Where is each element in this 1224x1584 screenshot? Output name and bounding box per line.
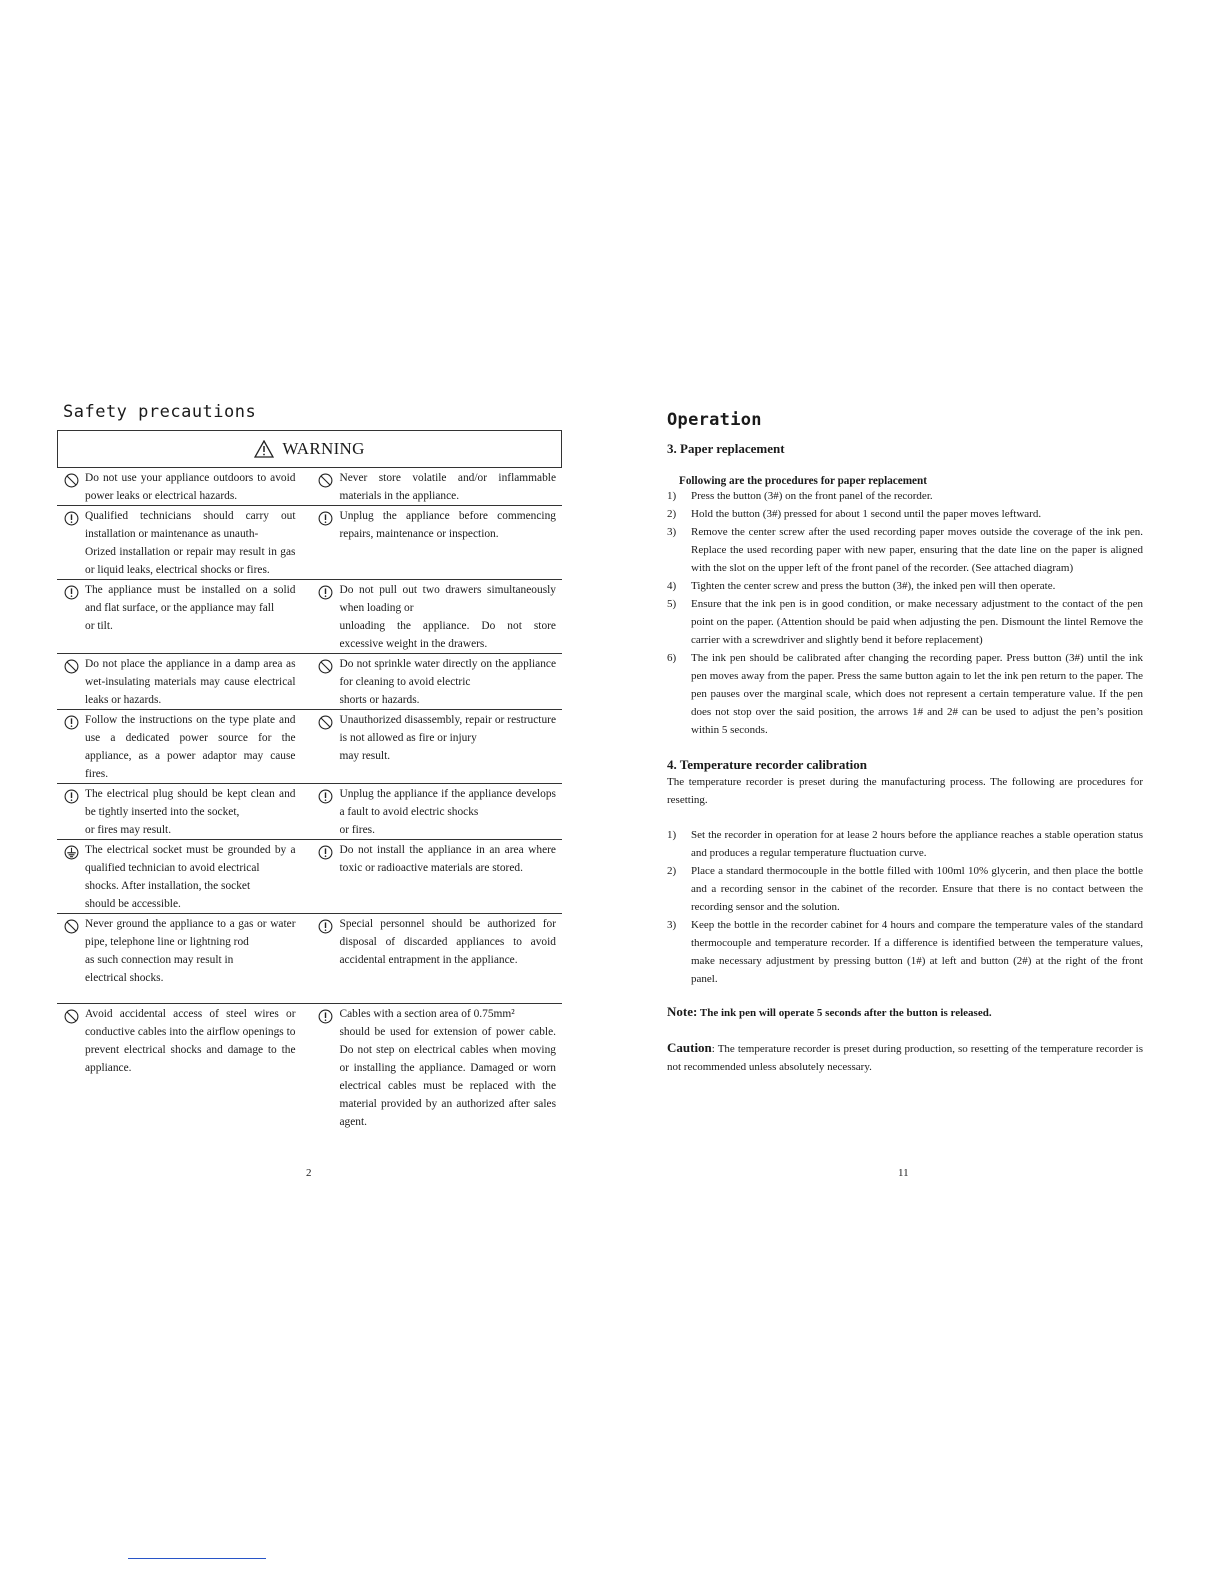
warning-text: The appliance must be installed on a solid and flat surface, or the appliance may fall or tilt. bbox=[85, 584, 296, 632]
warning-text: Do not pull out two drawers simultaneously when loading or unloading the appliance. Do not store excessive weight in the drawers. bbox=[339, 584, 556, 650]
list-item-text: Remove the center screw after the used recording paper moves outside the coverage of the ink pen. Replace the used recording paper with new paper, ensuring that the date line on the paper is aligned with the slot on the upper left of the front panel of the recorder. (See attached diagram) bbox=[691, 526, 1143, 574]
prohibited-icon bbox=[57, 655, 85, 709]
warning-triangle-icon bbox=[254, 440, 274, 458]
footnote-link-line bbox=[128, 1558, 266, 1559]
prohibited-icon bbox=[57, 915, 85, 987]
list-item-text: Tighten the center screw and press the button (3#), the inked pen will then operate. bbox=[691, 580, 1056, 592]
prohibited-icon bbox=[57, 1005, 85, 1131]
page-number-right: 11 bbox=[898, 1167, 909, 1179]
list-item-number: 2) bbox=[667, 508, 677, 520]
warning-header bbox=[57, 430, 562, 468]
prohibited-icon bbox=[312, 655, 340, 709]
warning-row bbox=[57, 784, 562, 840]
warning-cell-left bbox=[57, 506, 310, 579]
mandatory-icon bbox=[57, 711, 85, 783]
procedures-subheading: Following are the procedures for paper replacement bbox=[679, 475, 927, 487]
ground-icon bbox=[57, 841, 85, 913]
paper-replacement-steps bbox=[667, 487, 1143, 739]
warning-cell-right bbox=[310, 580, 563, 653]
warning-row bbox=[57, 1004, 562, 1131]
warning-cell-right bbox=[310, 506, 563, 579]
warning-rows bbox=[57, 468, 562, 1131]
list-item bbox=[667, 826, 1143, 862]
warning-row-spacer bbox=[57, 987, 562, 1004]
note-text: The ink pen will operate 5 seconds after the button is released. bbox=[697, 1007, 992, 1019]
list-item-text: Ensure that the ink pen is in good condition, or make necessary adjustment to the contact of the pen point on the paper. (Attention should be paid when adjusting the pen. Dismount the lintel Remove the carrier with a screwdriver and slightly bend it before replacement) bbox=[691, 598, 1143, 646]
warning-cell-left bbox=[57, 710, 310, 783]
warning-text: Special personnel should be authorized for disposal of discarded appliances to avoid accidental entrapment in the appliance. bbox=[339, 918, 556, 966]
list-item-number: 5) bbox=[667, 598, 677, 610]
warning-cell-left bbox=[57, 468, 310, 505]
list-item-number: 1) bbox=[667, 829, 677, 841]
mandatory-icon bbox=[57, 507, 85, 579]
list-item-number: 4) bbox=[667, 580, 677, 592]
page-title-safety: Safety precautions bbox=[63, 402, 257, 422]
operation-page bbox=[667, 410, 1143, 1076]
note-label: Note: bbox=[667, 1004, 698, 1019]
warning-text: Do not sprinkle water directly on the appliance for cleaning to avoid electric shorts or hazards. bbox=[339, 658, 556, 706]
warning-cell-right bbox=[310, 840, 563, 913]
mandatory-icon bbox=[312, 507, 340, 579]
list-item-number: 6) bbox=[667, 652, 677, 664]
note-paragraph bbox=[667, 1003, 1143, 1022]
caution-label: Caution bbox=[667, 1040, 712, 1055]
list-item-text: Set the recorder in operation for at lease 2 hours before the appliance reaches a stable operation status and produces a regular temperature fluctuation curve. bbox=[691, 829, 1143, 859]
warning-cell-right bbox=[310, 710, 563, 783]
list-item-number: 2) bbox=[667, 865, 677, 877]
mandatory-icon bbox=[312, 915, 340, 987]
warning-cell-left bbox=[57, 580, 310, 653]
list-item-text: Keep the bottle in the recorder cabinet for 4 hours and compare the temperature vales of the standard thermocouple and temperature recorder. If a difference is identified between the temperature values, make necessary adjustment by pressing button (1#) at left and button (2#) at the right of the front panel. bbox=[691, 919, 1143, 985]
warning-text: Follow the instructions on the type plate and use a dedicated power source for the appliance, as a power adaptor may cause fires. bbox=[85, 714, 296, 780]
calibration-intro: The temperature recorder is preset during the manufacturing process. The following are procedures for resetting. bbox=[667, 776, 1143, 806]
warning-text: Cables with a section area of 0.75mm² should be used for extension of power cable. Do not step on electrical cables when moving or installing the appliance. Damaged or worn electrical cables must be replaced with the material provided by an authorized after sales agent. bbox=[339, 1008, 556, 1128]
page-number-left: 2 bbox=[306, 1167, 312, 1179]
prohibited-icon bbox=[57, 469, 85, 505]
warning-cell-left bbox=[57, 914, 310, 987]
list-item-text: The ink pen should be calibrated after changing the recording paper. Press button (3#) until the ink pen moves away from the paper. Press the same button again to let the ink pen return to the paper. The pen pauses over the marginal scale, which does not represent a certain temperature value. If the pen does not stop over the said position, the arrows 1# and 2# can be used to adjust the pen’s position within 5 seconds. bbox=[691, 652, 1143, 736]
warning-text: Never store volatile and/or inflammable materials in the appliance. bbox=[339, 472, 556, 502]
list-item-text: Press the button (3#) on the front panel of the recorder. bbox=[691, 490, 933, 502]
warning-row bbox=[57, 710, 562, 784]
warning-cell-left bbox=[57, 1004, 310, 1131]
warning-row bbox=[57, 654, 562, 710]
warning-row bbox=[57, 914, 562, 987]
warning-table bbox=[57, 430, 562, 1131]
warning-text: Do not install the appliance in an area where toxic or radioactive materials are stored. bbox=[339, 844, 556, 874]
list-item-number: 3) bbox=[667, 526, 677, 538]
list-item-number: 1) bbox=[667, 490, 677, 502]
mandatory-icon bbox=[57, 581, 85, 653]
warning-cell-left bbox=[57, 784, 310, 839]
page-title-operation: Operation bbox=[667, 410, 762, 430]
prohibited-icon bbox=[312, 469, 340, 505]
caution-text: : The temperature recorder is preset during production, so resetting of the temperature recorder is not recommended unless absolutely necessary. bbox=[667, 1043, 1143, 1073]
list-item bbox=[667, 916, 1143, 988]
prohibited-icon bbox=[312, 711, 340, 783]
list-item-text: Hold the button (3#) pressed for about 1 second until the paper moves leftward. bbox=[691, 508, 1042, 520]
list-item bbox=[667, 595, 1143, 649]
list-item bbox=[667, 487, 1143, 505]
list-item bbox=[667, 649, 1143, 739]
section-heading-calibration: 4. Temperature recorder calibration bbox=[667, 757, 868, 772]
warning-text: Qualified technicians should carry out installation or maintenance as unauth- Orized installation or repair may result in gas or liquid leaks, electrical shocks or fires. bbox=[85, 510, 296, 576]
warning-text: Avoid accidental access of steel wires or conductive cables into the airflow openings to prevent electrical shocks and damage to the appliance. bbox=[85, 1008, 296, 1074]
warning-row bbox=[57, 840, 562, 914]
warning-text: The electrical socket must be grounded by a qualified technician to avoid electrical shocks. After installation, the socket should be accessible. bbox=[85, 844, 296, 910]
mandatory-icon bbox=[312, 785, 340, 839]
section-heading-paper-replacement: 3. Paper replacement bbox=[667, 441, 785, 456]
list-item bbox=[667, 862, 1143, 916]
warning-text: Unplug the appliance if the appliance develops a fault to avoid electric shocks or fires. bbox=[339, 788, 556, 836]
warning-text: Unplug the appliance before commencing repairs, maintenance or inspection. bbox=[339, 510, 556, 540]
warning-row bbox=[57, 580, 562, 654]
warning-text: Never ground the appliance to a gas or water pipe, telephone line or lightning rod as such connection may result in electrical shocks. bbox=[85, 918, 296, 984]
mandatory-icon bbox=[312, 841, 340, 913]
warning-cell-left bbox=[57, 840, 310, 913]
mandatory-icon bbox=[312, 1005, 340, 1131]
warning-text: The electrical plug should be kept clean and be tightly inserted into the socket, or fires may result. bbox=[85, 788, 296, 836]
warning-text: Do not use your appliance outdoors to avoid power leaks or electrical hazards. bbox=[85, 472, 296, 502]
caution-paragraph bbox=[667, 1039, 1143, 1076]
warning-label: WARNING bbox=[282, 439, 365, 458]
calibration-steps bbox=[667, 826, 1143, 988]
list-item bbox=[667, 523, 1143, 577]
list-item-text: Place a standard thermocouple in the bottle filled with 100ml 10% glycerin, and then place the bottle and a recording sensor in the cabinet of the recorder. Ensure that there is no contact between the recording sensor and the solution. bbox=[691, 865, 1143, 913]
list-item bbox=[667, 505, 1143, 523]
warning-row bbox=[57, 506, 562, 580]
list-item-number: 3) bbox=[667, 919, 677, 931]
warning-cell-right bbox=[310, 784, 563, 839]
mandatory-icon bbox=[312, 581, 340, 653]
warning-cell-right bbox=[310, 914, 563, 987]
warning-text: Unauthorized disassembly, repair or restructure is not allowed as fire or injury may result. bbox=[339, 714, 556, 762]
warning-cell-left bbox=[57, 654, 310, 709]
warning-cell-right bbox=[310, 654, 563, 709]
warning-text: Do not place the appliance in a damp area as wet-insulating materials may cause electrical leaks or hazards. bbox=[85, 658, 296, 706]
warning-row bbox=[57, 468, 562, 506]
warning-cell-right bbox=[310, 1004, 563, 1131]
list-item bbox=[667, 577, 1143, 595]
warning-cell-right bbox=[310, 468, 563, 505]
mandatory-icon bbox=[57, 785, 85, 839]
